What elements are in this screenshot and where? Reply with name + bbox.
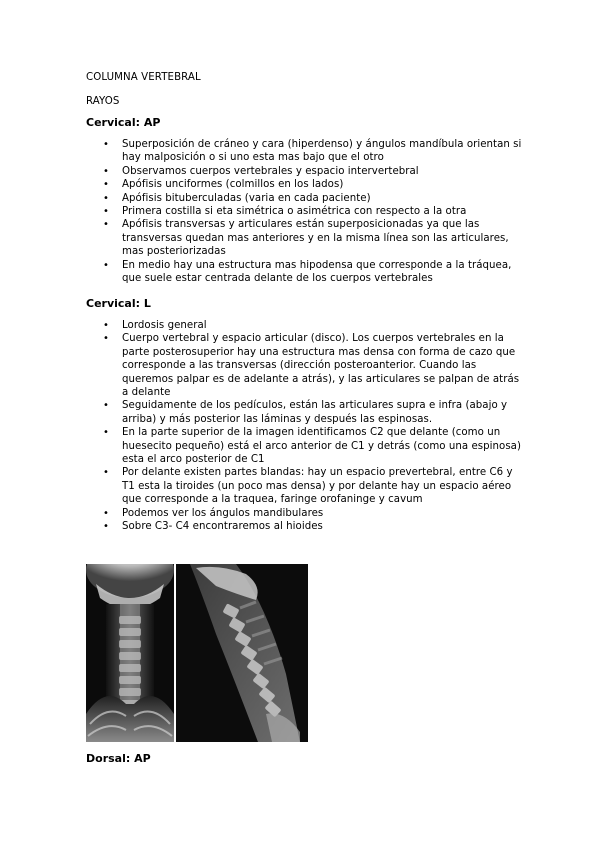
bullet-icon: • [103, 427, 109, 439]
bullet-list-cervical-l [86, 319, 526, 534]
bullet-icon: • [103, 259, 109, 271]
list-item: • Por delante existen partes blandas: hay un espacio prevertebral, entre C6 y T1 esta la tiroides (un poco mas densa) y por delante hay un espacio aéreo que corresponde a la traquea, faringe orofaninge y cavum [103, 467, 513, 506]
bullet-icon: • [103, 206, 109, 218]
list-item: • Podemos ver los ángulos mandibulares [103, 507, 324, 519]
list-item: • En medio hay una estructura mas hipodensa que corresponde a la tráquea, que suele estar centrada delante de los cuerpos vertebrales [103, 259, 512, 285]
bullet-icon: • [103, 333, 109, 345]
list-item: • Apófisis transversas y articulares están superposicionadas ya que las transversas quedan mas anteriores y en la misma línea son las articulares, mas posteriorizadas [103, 219, 509, 258]
list-item: • Superposición de cráneo y cara (hiperdenso) y ángulos mandíbula orientan si hay malposición o si uno esta mas bajo que el otro [103, 139, 522, 164]
xray-cervical-lateral-image [176, 564, 308, 742]
bullet-icon: • [103, 192, 109, 204]
document-subtitle: RAYOS [86, 96, 120, 107]
bullet-list-cervical-ap [86, 138, 526, 285]
list-item: • Observamos cuerpos vertebrales y espacio intervertebral [103, 165, 419, 177]
bullet-icon: • [103, 521, 109, 533]
bullet-icon: • [103, 507, 109, 519]
section-heading-cervical-ap: Cervical: AP [86, 116, 161, 129]
list-item: • Lordosis general [103, 320, 207, 331]
bullet-icon: • [103, 139, 109, 150]
bullet-icon: • [103, 320, 109, 331]
list-item: • Apófisis unciformes (colmillos en los lados) [103, 179, 344, 191]
document-title: COLUMNA VERTEBRAL [86, 72, 201, 83]
section-heading-dorsal-ap: Dorsal: AP [86, 752, 151, 765]
list-item: • En la parte superior de la imagen identificamos C2 que delante (como un huesecito pequeño) está el arco anterior de C1 y detrás (como una espinosa) esta el arco posterior de C1 [103, 427, 522, 466]
list-item: • Sobre C3- C4 encontraremos al hioides [103, 521, 323, 533]
bullet-icon: • [103, 165, 109, 177]
list-item: • Seguidamente de los pedículos, están las articulares supra e infra (abajo y arriba) y más posterior las láminas y después las espinosas. [103, 400, 508, 425]
bullet-icon: • [103, 179, 109, 191]
bullet-icon: • [103, 467, 109, 479]
list-item: • Cuerpo vertebral y espacio articular (disco). Los cuerpos vertebrales en la parte posterosuperior hay una estructura mas densa con forma de cazo que corresponde a las transversas (dirección posteroanterior. Cuando las queremos palpar es de adelante a atrás), y las articulares se palpan de atrás a delante [103, 333, 520, 399]
list-item: • Primera costilla si eta simétrica o asimétrica con respecto a la otra [103, 206, 467, 218]
section-heading-cervical-l: Cervical: L [86, 297, 151, 310]
bullet-icon: • [103, 219, 109, 231]
xray-cervical-ap-image [86, 564, 174, 742]
list-item: • Apófisis bituberculadas (varia en cada paciente) [103, 192, 371, 204]
bullet-icon: • [103, 400, 109, 412]
